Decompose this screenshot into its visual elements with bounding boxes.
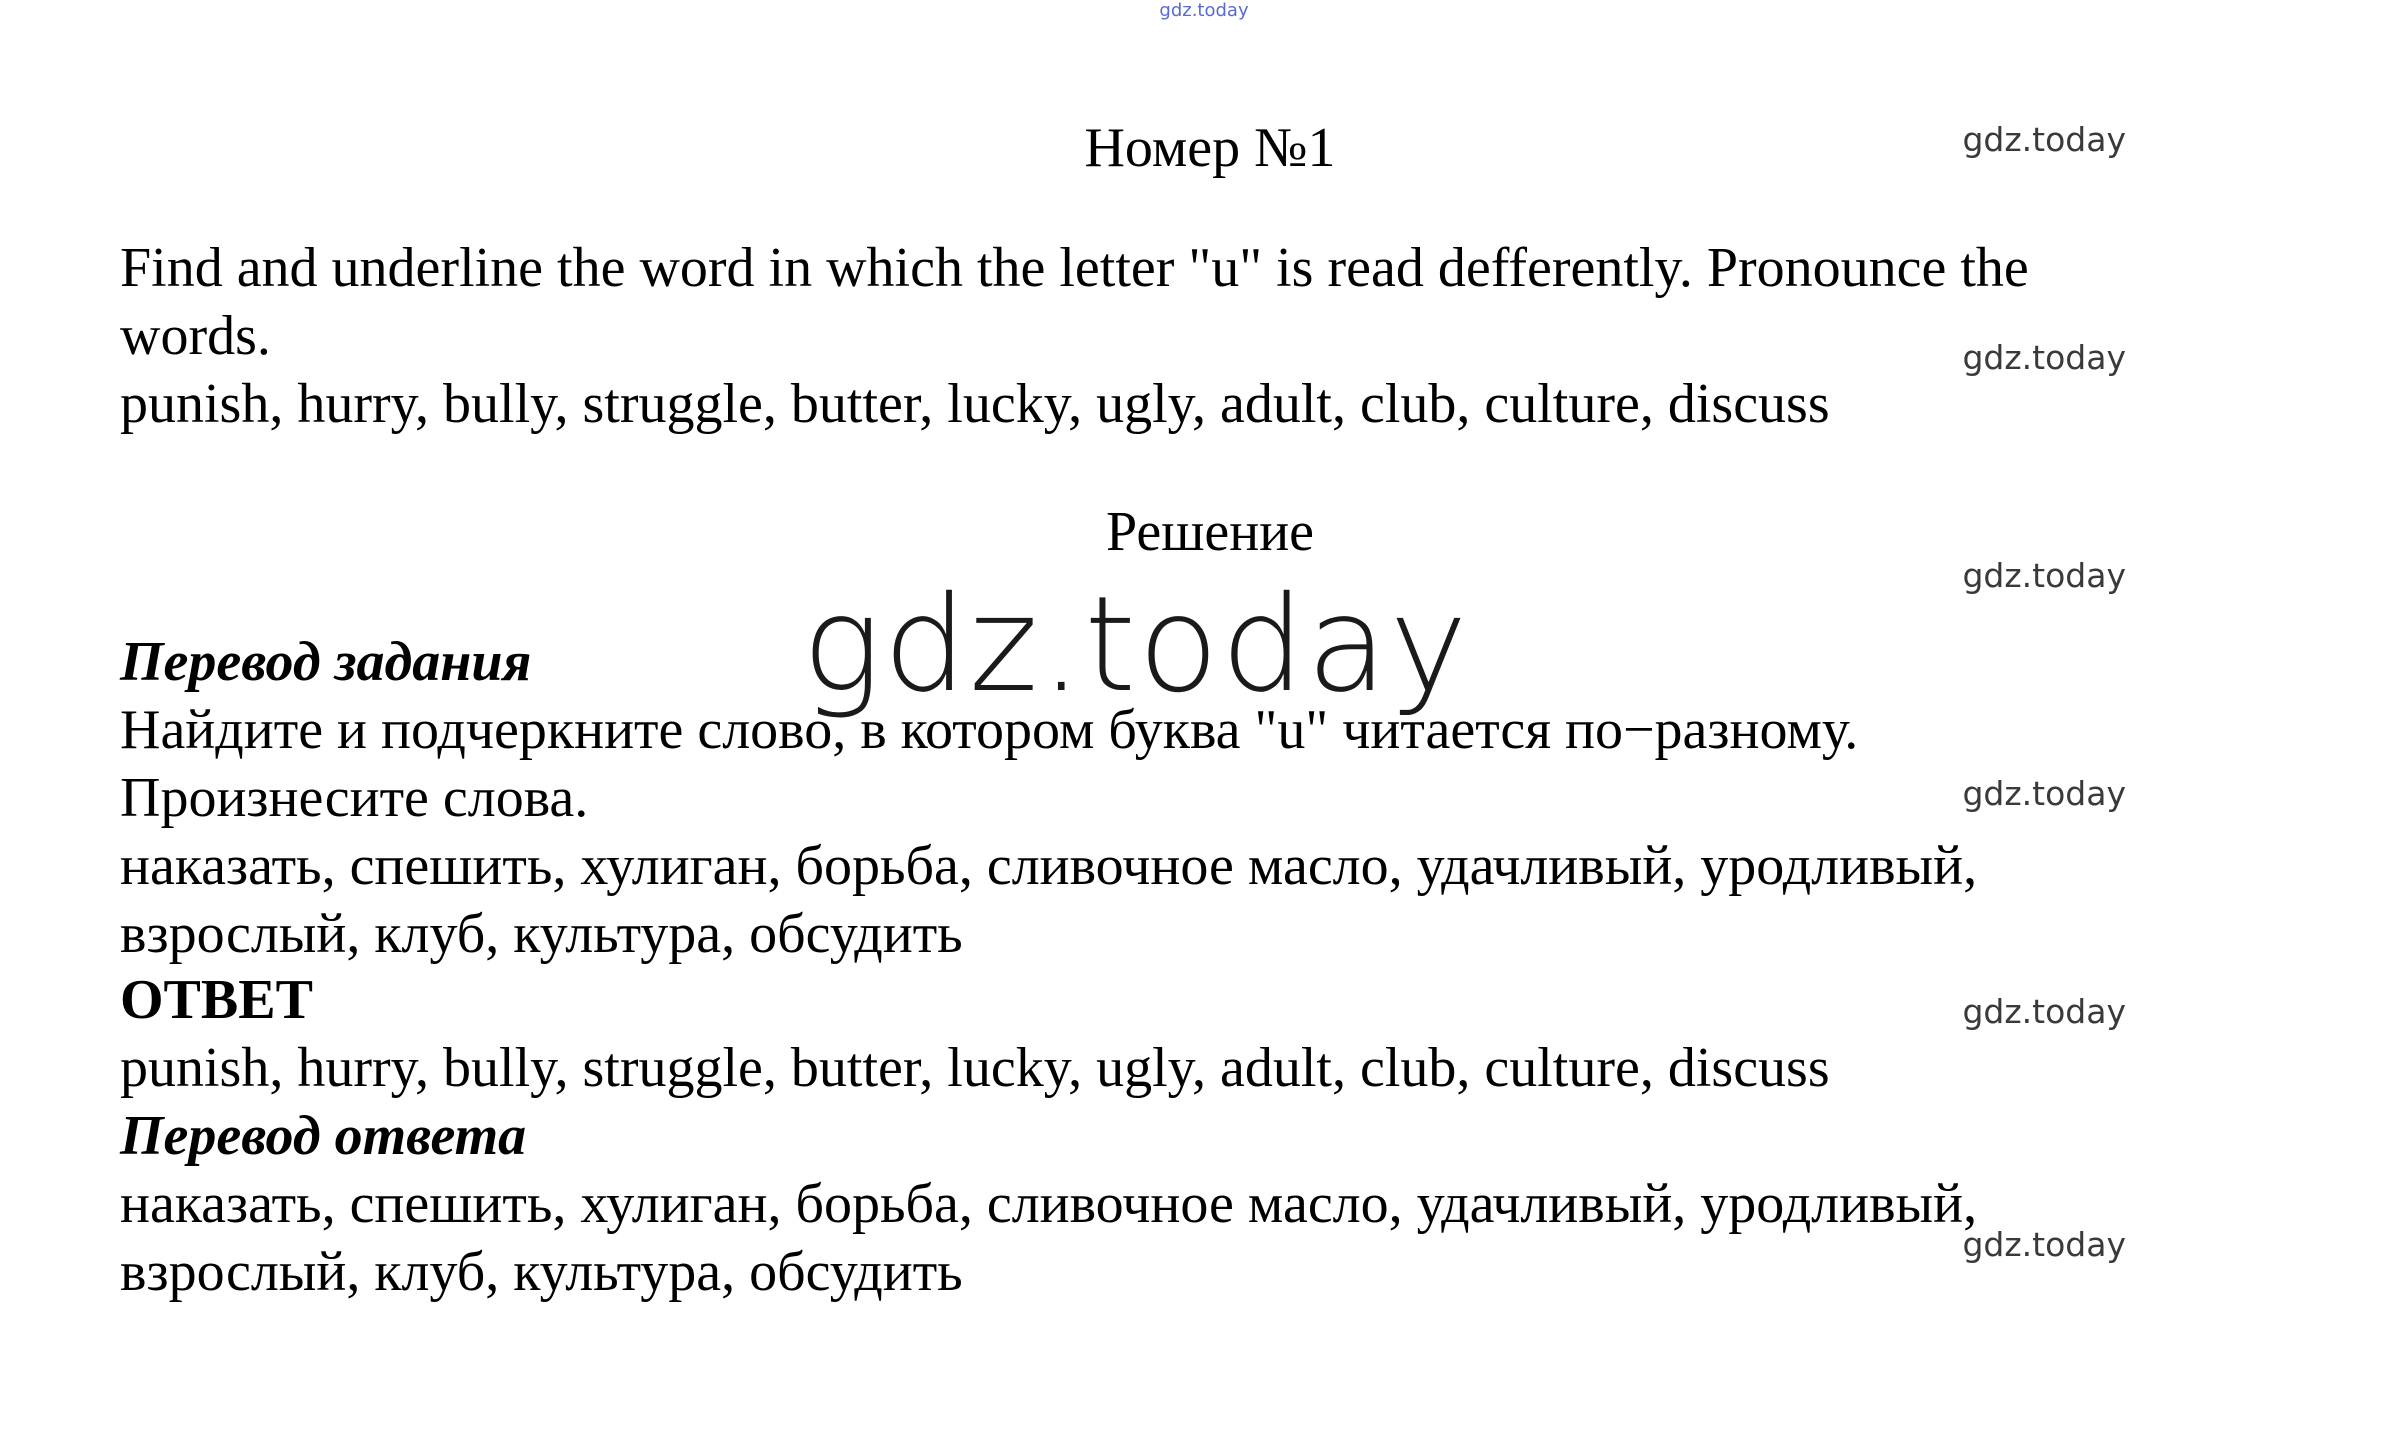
translation-heading: Перевод задания (120, 631, 532, 693)
task-text-line-1: Find and underline the word in which the letter "u" is read defferently. Pronounce the (120, 237, 2029, 299)
watermark-2: gdz.today (1962, 338, 2126, 377)
task-words: punish, hurry, bully, struggle, butter, lucky, ugly, adult, club, culture, discuss (120, 373, 1830, 435)
answer-translation-line-1: наказать, спешить, хулиган, борьба, сливочное масло, удачливый, уродливый, (120, 1173, 1978, 1235)
watermark-4: gdz.today (1962, 774, 2126, 813)
answer-heading: ОТВЕТ (120, 969, 313, 1031)
watermark-3: gdz.today (1962, 556, 2126, 595)
big-watermark: gdz.today (802, 568, 1470, 722)
translation-words-line-2: взрослый, клуб, культура, обсудить (120, 903, 963, 965)
translation-line-1: Найдите и подчеркните слово, в котором буква "u" читается по−разному. (120, 699, 1859, 761)
answer-translation-line-2: взрослый, клуб, культура, обсудить (120, 1241, 963, 1303)
translation-words-line-1: наказать, спешить, хулиган, борьба, сливочное масло, удачливый, уродливый, (120, 835, 1978, 897)
watermark-5: gdz.today (1962, 992, 2126, 1031)
solution-heading: Решение (1105, 501, 1315, 563)
answer-translation-heading: Перевод ответа (120, 1105, 527, 1167)
page-title: Номер №1 (1084, 117, 1336, 179)
task-text-line-2: words. (120, 305, 271, 367)
watermark-6: gdz.today (1962, 1225, 2126, 1264)
answer-words: punish, hurry, bully, struggle, butter, lucky, ugly, adult, club, culture, discuss (120, 1037, 1830, 1099)
watermark-1: gdz.today (1962, 120, 2126, 159)
translation-line-2: Произнесите слова. (120, 767, 589, 829)
top-watermark: gdz.today (1159, 0, 1249, 21)
